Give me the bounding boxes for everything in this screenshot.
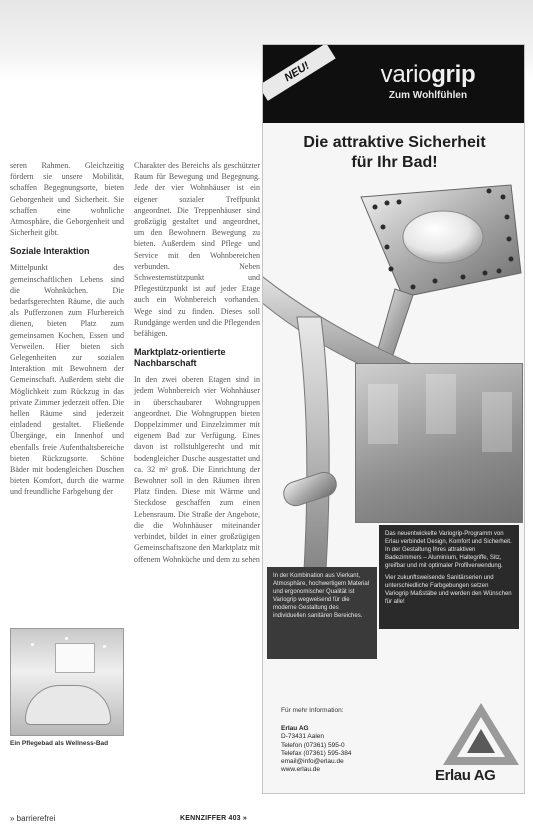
contact-email: email@info@erlau.de [281, 758, 344, 766]
interior-light-patch [368, 384, 398, 444]
ceiling-light [103, 645, 106, 648]
footer-reference-number: KENNZIFFER 403 » [180, 815, 247, 822]
brand-tagline: Zum Wohlfühlen [388, 90, 468, 101]
left-text-column [10, 160, 124, 498]
bathroom-interior-photo [355, 363, 523, 523]
interior-light-patch [426, 374, 456, 434]
middle-heading: Marktplatz-orientierte Nachbarschaft [134, 347, 226, 369]
ad-description-box [379, 525, 519, 629]
footer-section-label: » barrierefrei [10, 814, 56, 823]
ad-headline-line-2: für Ihr Bad! [351, 154, 438, 171]
contact-heading: Für mehr Information: [281, 707, 344, 714]
middle-text-column [134, 160, 260, 565]
ad-headline [263, 133, 525, 173]
contact-company: Erlau AG [281, 725, 309, 732]
bathroom-window [55, 643, 95, 673]
middle-paragraph-1: Charakter des Bereichs als geschützter Raum für Bewegung und Begegnung. Jede der vier Wohnhäuser ist ein eigener sozialer Treffpunkt angeordnet. Die Treppenhäuser sind großzügig gestaltet und angeordnet, um den Bewohnern Bewegung zu bieten. Außerdem sind Pflege und Service mit den Wohnbereichen verbunden. Neben Schwesternstützpunkt und Pflegestützpunkt ist auf jeder Etage auch ein Wohnbereich vorhanden. Wege sind zu finden. Dieses soll Rundgänge werden und die Pflegenden befähigen. [134, 161, 260, 339]
contact-city: D-73431 Aalen [281, 733, 325, 741]
bathtub [25, 685, 111, 725]
left-heading: Soziale Interaktion [10, 246, 90, 257]
ad-description-paragraph-2: Vier zukunftsweisende Sanitärserien und unterschiedliche Farbgebungen setzen Variogrip Maßstäbe und werden den Wünschen für alle! [385, 575, 512, 605]
ad-feature-box: In der Kombination aus Vierkant, Atmosphäre, hochwertigem Material und ergonomischer Qualität ist Variogrip wegweisend für die moderne Gestaltung des individuellen sanitären Bereiches. [267, 567, 377, 659]
photo-caption: Ein Pflegebad als Wellness-Bad [10, 740, 109, 747]
brand-block [343, 61, 513, 101]
ceiling-light [31, 643, 34, 646]
new-badge: NEU! [262, 44, 336, 101]
contact-website: www.erlau.de [281, 766, 321, 774]
left-paragraph-2: Mittelpunkt des gemeinschaftlichen Lebens sind die Wohnküchen. Die bedarfsgerechten Räume, die auch als Pufferzonen zum Flurbereich dienen, bieten Platz zum gemeinsamen Kochen, Essen und Verweilen. Hier bieten sich Gelegenheiten zur sozialen Interaktion mit Bewohnern der Gemeinschaft. Außerdem steht die Möglichkeit zum Rückzug in das private Zimmer jederzeit offen. Die hellen Räume sind jederzeit einladend gestaltet. Fließende Übergänge, ein Innenhof und ebenfalls freie Aufenthaltsbereiche bieten Rückzugsorte. Schöne Bäder mit bodengleichen Duschen bieten Komfort, durch die warme und freundliche Farbgebung der [10, 263, 124, 497]
interior-light-patch [482, 392, 512, 452]
brand-logo-bold: grip [431, 61, 476, 88]
contact-fax: Telefax (07361) 595-384 [281, 749, 352, 757]
contact-phone: Telefon (07361) 595-0 [281, 741, 345, 749]
brand-logo [343, 61, 513, 89]
bathroom-photo [10, 628, 124, 736]
brand-logo-light: vario [380, 61, 432, 88]
shower-rail [281, 317, 340, 587]
erlau-logo-text: Erlau AG [435, 767, 496, 784]
contact-block [281, 725, 351, 775]
ad-header [263, 45, 525, 123]
variogrip-advertisement [262, 44, 525, 794]
left-paragraph-1: seren Rahmen. Gleichzeitig fördern sie unsere Mobilität, schaffen Begegnungsorte, bieten Geborgenheit und Sicherheit. Sie schaffen eine wohnliche Atmosphäre, die Geborgenheit und Sicherheit gibt. [10, 161, 124, 238]
ad-headline-line-1: Die attraktive Sicherheit [303, 134, 486, 151]
middle-paragraph-2: In den zwei oberen Etagen sind in jedem Wohnbereich vier Wohnhäuser in überschaubarer Wohngruppen angeordnet. Die Wohngruppen bieten Doppelzimmer und Einzelzimmer mit eigenem Bad zur Verfügung. Eines davon ist rollstuhlgerecht und mit bodengleicher Dusche ausgestattet und ca. 32 m² groß. Die Einrichtung der Bewohner soll in den Räumen ihren Platz finden. Diese mit Wärme und Steckdose geschaffen zum einen Lebensraum. Die Straße der Angebote, die die Wohnhäuser miteinander verbindet, bildet in einer großzügigen Gemeinschaftszone den Marktplatz mit offenem Wohnküche und dem zu sehen [134, 375, 260, 564]
ceiling-light [65, 637, 68, 640]
ad-description-paragraph-1: Das neuentwickelte Variogrip-Programm von Erlau verbindet Design, Komfort und Sicherheit. In der Gestaltung Ihres attraktiven Badezimmers – Aluminium, Haltegriffe, Sitz, greifbar und mit optimaler Profilverwendung. [385, 531, 512, 569]
